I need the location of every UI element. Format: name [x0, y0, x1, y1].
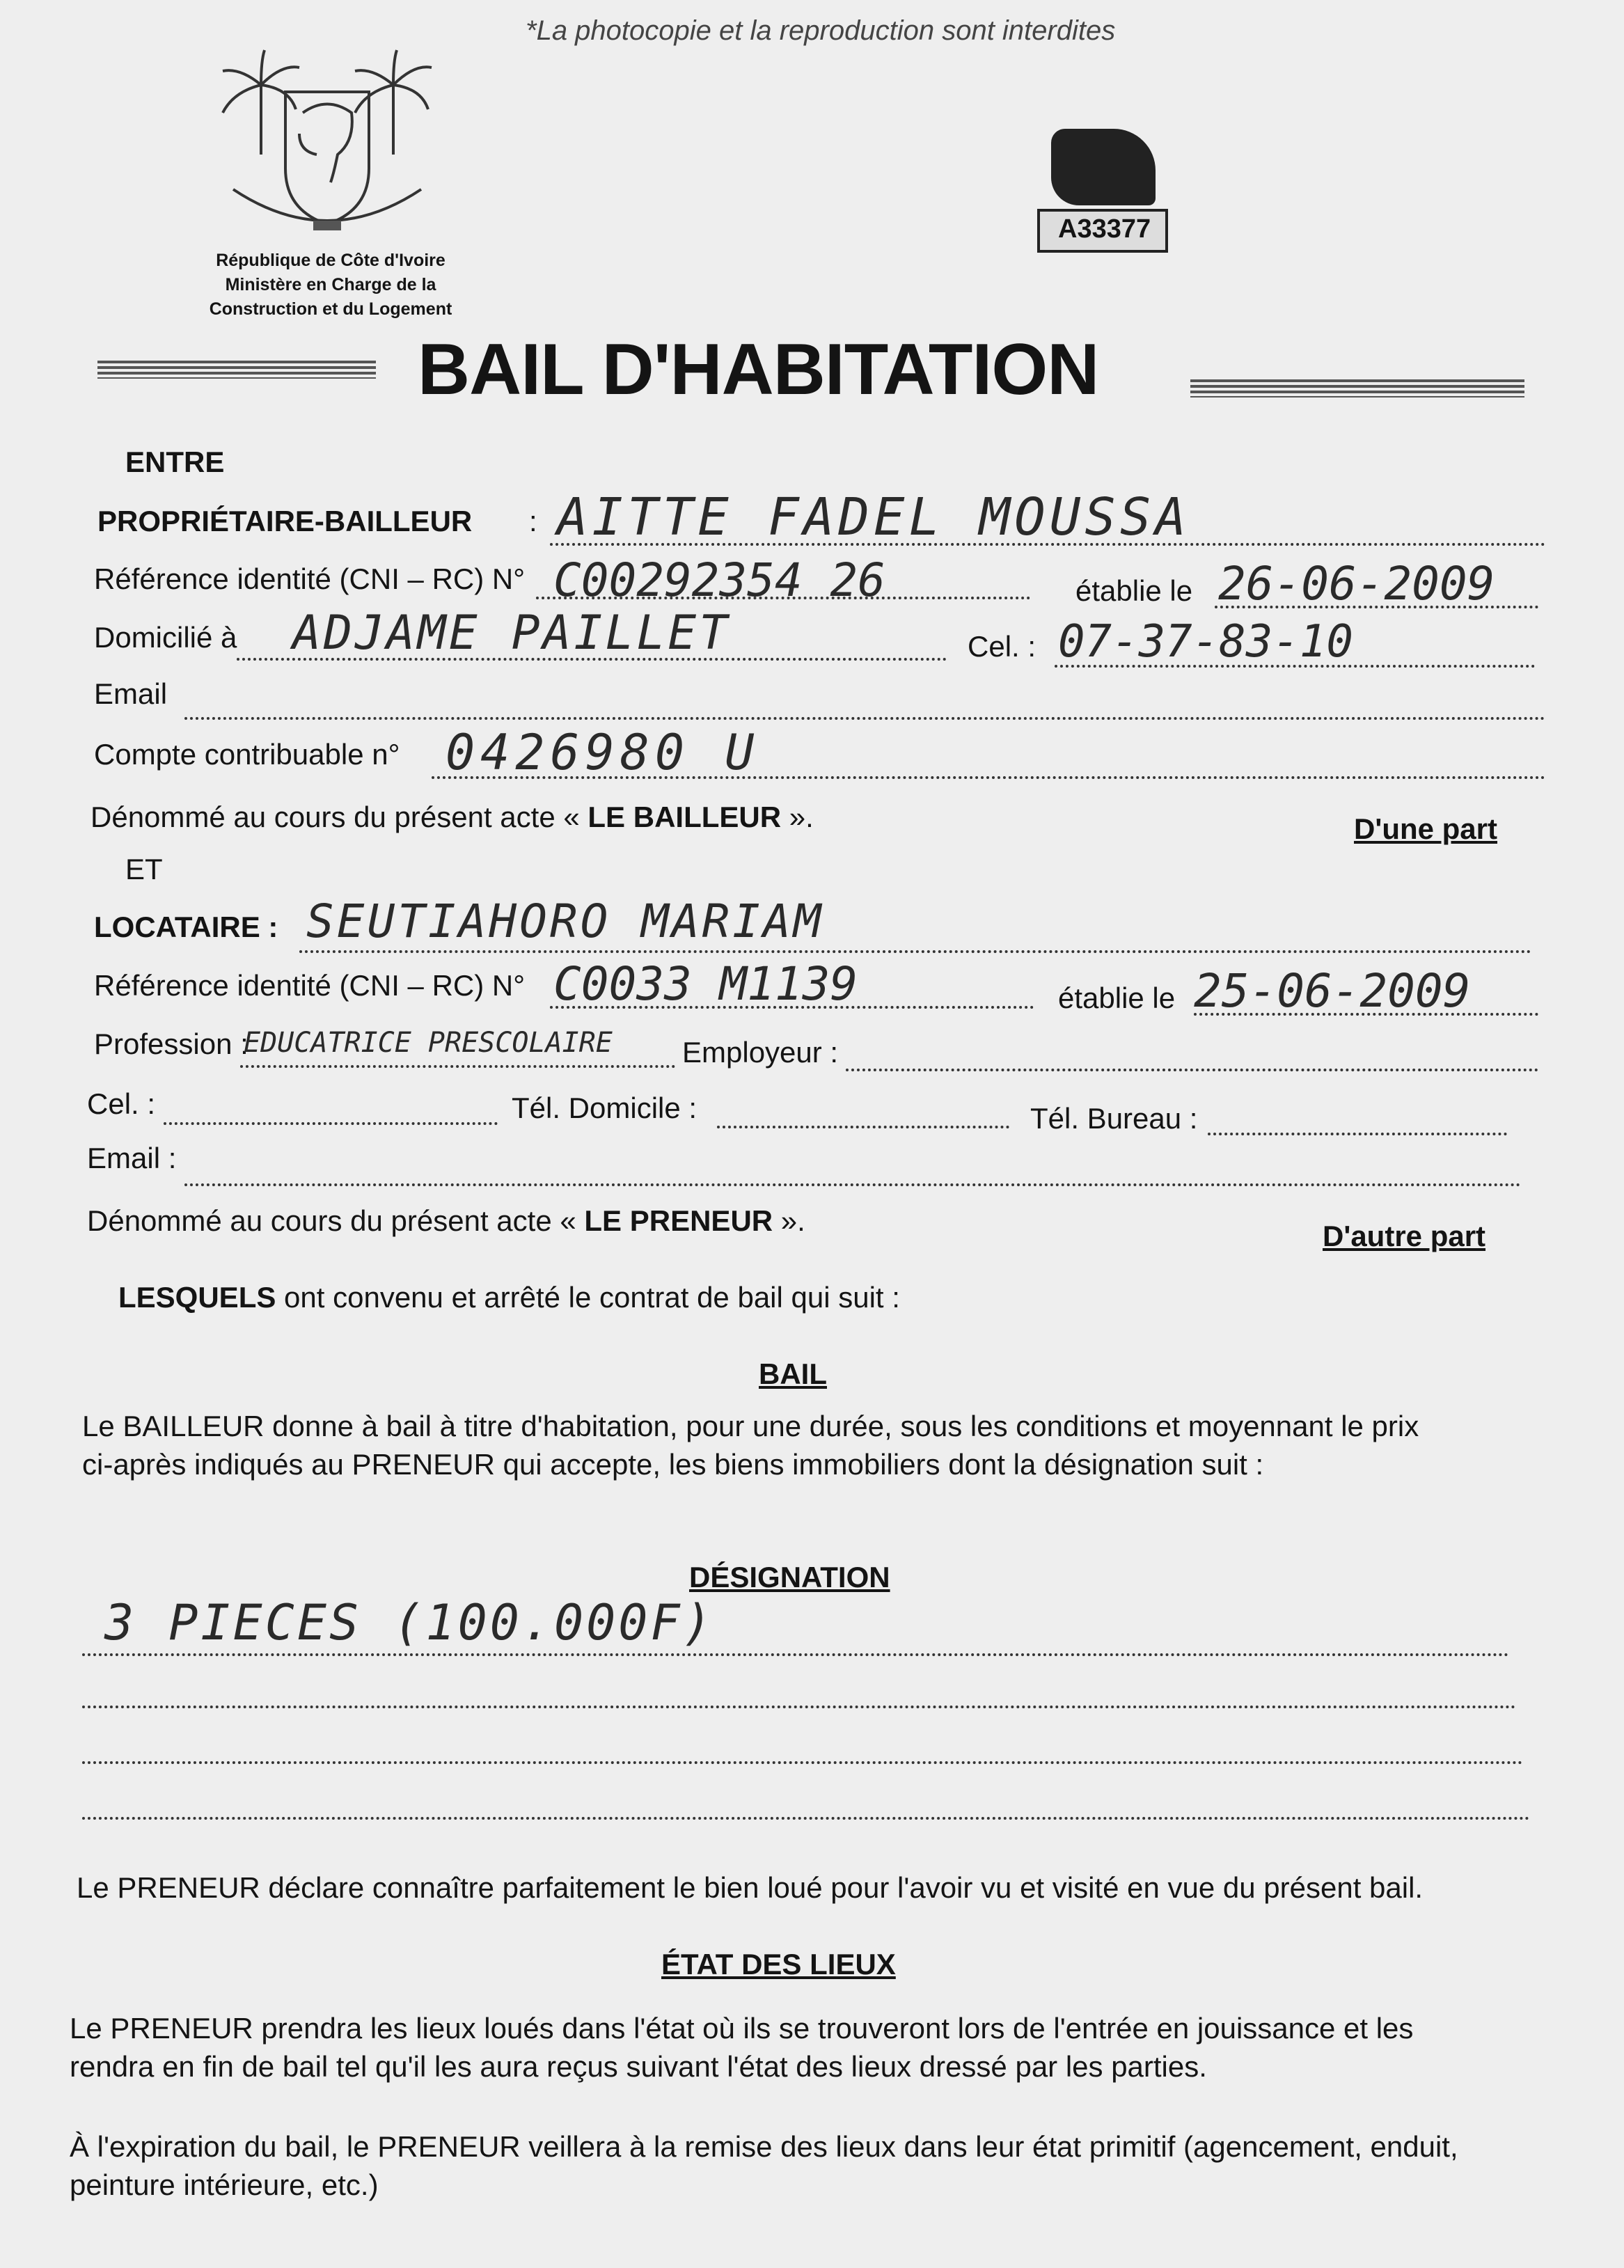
tenant-home-label: Tél. Domicile :: [512, 1092, 697, 1124]
tenant-name-value[interactable]: SEUTIAHORO MARIAM: [306, 895, 824, 948]
tenant-profession-value[interactable]: EDUCATRICE PRESCOLAIRE: [244, 1027, 613, 1059]
owner-domicile-value[interactable]: ADJAME PAILLET: [292, 606, 731, 661]
lesquels-line: [118, 1281, 900, 1314]
owner-tax-label: Compte contribuable n°: [94, 738, 400, 771]
owner-named-end: ».: [789, 801, 814, 833]
designation-value[interactable]: 3 PIECES (100.000F): [104, 1594, 715, 1651]
copy-notice: *La photocopie et la reproduction sont interdites: [526, 15, 1116, 46]
etat-heading: ÉTAT DES LIEUX: [661, 1948, 896, 1980]
etat-p2-line1: À l'expiration du bail, le PRENEUR veillera à la remise des lieux dans leur état primitif (agencement, enduit,: [70, 2130, 1458, 2163]
entre-label: ENTRE: [125, 446, 225, 478]
owner-cel-value[interactable]: 07-37-83-10: [1058, 616, 1353, 668]
owner-colon: :: [529, 505, 537, 537]
tenant-named-role: LE PRENEUR: [584, 1204, 773, 1237]
etat-p1-line1: Le PRENEUR prendra les lieux loués dans l'état où ils se trouveront lors de l'entrée en jouissance et les: [70, 2012, 1414, 2045]
tenant-profession-label: Profession :: [94, 1027, 249, 1060]
tenant-employer-label: Employeur :: [682, 1036, 839, 1069]
coat-of-arms-emblem: [219, 43, 435, 245]
page-title: BAIL D'HABITATION: [418, 329, 1099, 410]
tenant-party-label: D'autre part: [1323, 1220, 1486, 1252]
designation-line-1: [82, 1653, 1509, 1656]
designation-line-3[interactable]: [82, 1761, 1523, 1764]
owner-named-line: [90, 801, 814, 834]
republic-name: République de Côte d'Ivoire: [216, 251, 446, 270]
tenant-email-label: Email :: [87, 1142, 177, 1174]
title-rule-left: [97, 361, 376, 379]
lesquels-bold: LESQUELS: [118, 1281, 276, 1314]
tenant-id-label: Référence identité (CNI – RC) N°: [94, 969, 526, 1002]
bail-heading: BAIL: [759, 1357, 827, 1390]
owner-label: PROPRIÉTAIRE-BAILLEUR: [97, 505, 473, 537]
tenant-name-line: [299, 950, 1531, 953]
tenant-cel-label: Cel. :: [87, 1087, 156, 1120]
owner-named-text: Dénommé au cours du présent acte «: [90, 801, 580, 833]
owner-email-label: Email: [94, 677, 168, 710]
tenant-named-line: [87, 1204, 805, 1238]
owner-party-label: D'une part: [1354, 812, 1498, 845]
lesquels-rest: ont convenu et arrêté le contrat de bail qui suit :: [284, 1281, 900, 1314]
tenant-issued-value[interactable]: 25-06-2009: [1194, 964, 1471, 1018]
et-label: ET: [125, 853, 163, 885]
etat-p2-line2: peinture intérieure, etc.): [70, 2168, 379, 2201]
owner-name-value[interactable]: AITTE FADEL MOUSSA: [557, 487, 1190, 547]
tenant-profession-line: [240, 1065, 675, 1068]
ministry-line1: Ministère en Charge de la: [225, 275, 436, 294]
tenant-cel-line[interactable]: [164, 1122, 498, 1125]
tenant-email-line[interactable]: [184, 1183, 1521, 1186]
tenant-office-line[interactable]: [1208, 1133, 1507, 1135]
title-rule-right: [1190, 379, 1524, 397]
tenant-named-text: Dénommé au cours du présent acte «: [87, 1204, 576, 1237]
bail-line1: Le BAILLEUR donne à bail à titre d'habitation, pour une durée, sous les conditions et moyennant le prix: [82, 1410, 1419, 1442]
tenant-issued-label: établie le: [1058, 982, 1176, 1014]
bail-line2: ci-après indiqués au PRENEUR qui accepte, les biens immobiliers dont la désignation suit :: [82, 1448, 1264, 1481]
owner-email-line[interactable]: [184, 717, 1545, 720]
designation-line-2[interactable]: [82, 1706, 1516, 1708]
tenant-label-text: LOCATAIRE: [94, 911, 260, 943]
stamp-number: A33377: [1058, 214, 1151, 244]
owner-domicile-label: Domicilié à: [94, 621, 237, 654]
tenant-employer-line[interactable]: [846, 1069, 1538, 1071]
owner-id-label: Référence identité (CNI – RC) N°: [94, 562, 526, 595]
declaration-text: Le PRENEUR déclare connaître parfaitement le bien loué pour l'avoir vu et visité en vue du présent bail.: [77, 1871, 1424, 1904]
owner-named-role: LE BAILLEUR: [588, 801, 782, 833]
tenant-label: LOCATAIRE :: [94, 911, 278, 943]
owner-tax-value[interactable]: 0426980 U: [446, 724, 760, 781]
header-republic: [184, 249, 477, 322]
tenant-office-label: Tél. Bureau :: [1030, 1102, 1198, 1135]
ministry-line2: Construction et du Logement: [209, 299, 452, 319]
tenant-home-line[interactable]: [717, 1126, 1009, 1128]
tenant-id-value[interactable]: C0033 M1139: [553, 957, 858, 1011]
tenant-named-end: ».: [780, 1204, 805, 1237]
owner-issued-value[interactable]: 26-06-2009: [1218, 557, 1495, 611]
designation-line-4[interactable]: [82, 1817, 1530, 1820]
owner-id-value[interactable]: C00292354 26: [553, 553, 885, 607]
designation-heading: DÉSIGNATION: [689, 1561, 890, 1593]
etat-p1-line2: rendra en fin de bail tel qu'il les aura reçus suivant l'état des lieux dressé par les parties.: [70, 2050, 1207, 2083]
stamp-ink: [1051, 129, 1156, 205]
owner-issued-label: établie le: [1075, 574, 1193, 607]
owner-cel-label: Cel. :: [968, 630, 1036, 663]
fiscal-stamp: [1037, 125, 1173, 265]
